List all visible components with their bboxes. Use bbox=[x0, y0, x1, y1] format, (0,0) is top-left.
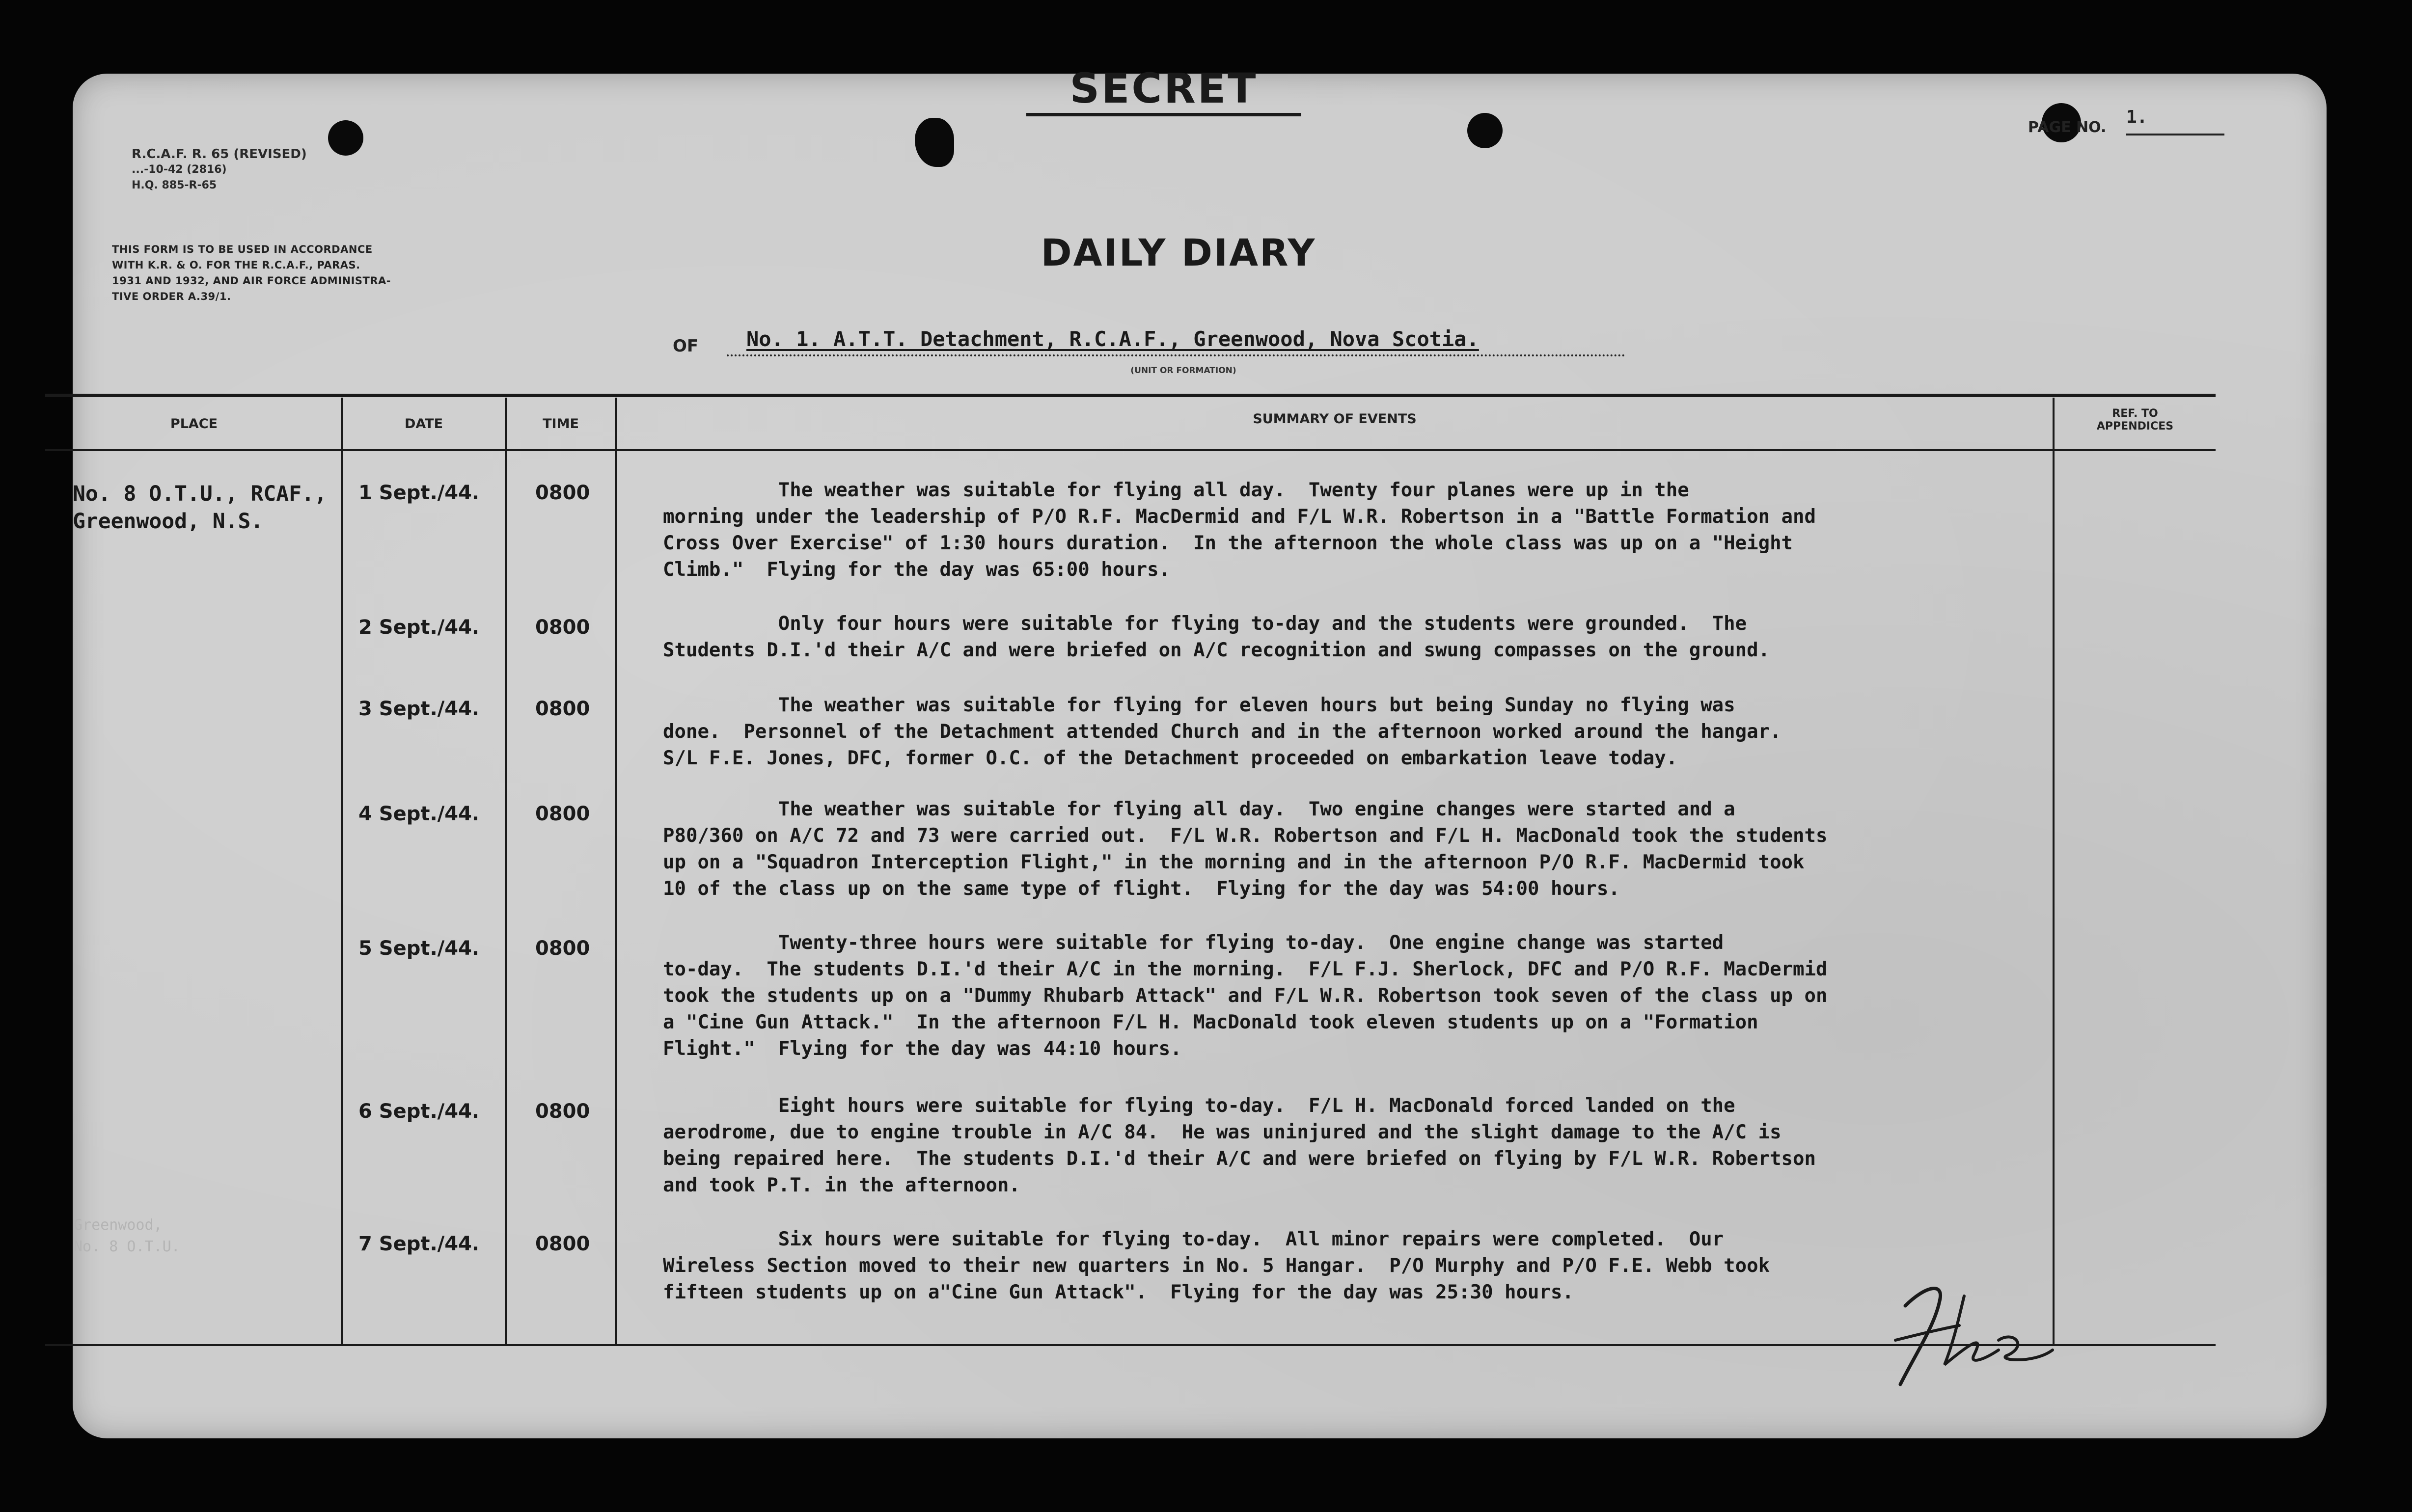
column-divider bbox=[615, 398, 617, 1345]
form-identifier bbox=[132, 146, 387, 193]
page-number-field bbox=[2028, 104, 2224, 138]
entry-summary: Six hours were suitable for flying to-day. All minor repairs were completed. Our Wireless Section moved to their new quarters in No. 5 Hangar. P/O Murphy and P/O F.E. Webb took fifteen students up on a"Cine Gun Attack". Flying for the day was 25:30 hours. bbox=[663, 1228, 1770, 1303]
column-header-summary: SUMMARY OF EVENTS bbox=[1253, 411, 1417, 427]
entry-summary: Eight hours were suitable for flying to-day. F/L H. MacDonald forced landed on the aerodrome, due to engine trouble in A/C 84. He was uninjured and the slight damage to the A/C is being repaired here. The students D.I.'d their A/C and were briefed on flying by F/L W.R. Robertson and took P.T. in the afternoon. bbox=[663, 1095, 1816, 1196]
entry-date: 5 Sept./44. bbox=[358, 937, 480, 960]
entry-date: 3 Sept./44. bbox=[358, 698, 480, 720]
of-label: OF bbox=[673, 336, 699, 356]
entry-time: 0800 bbox=[535, 803, 590, 825]
column-header-date: DATE bbox=[404, 416, 443, 432]
place-cell: No. 8 O.T.U., RCAF., Greenwood, N.S. bbox=[73, 482, 327, 534]
entry-date: 2 Sept./44. bbox=[358, 616, 480, 639]
column-header-ref bbox=[2055, 407, 2216, 433]
entry-summary: The weather was suitable for flying all day. Two engine changes were started and a P80/360 on A/C 72 and 73 were carried out. F/L W.R. Robertson and F/L H. MacDonald took the students up on a "Squadron Interception Flight," in the morning and in the afternoon P/O R.F. MacDermid took 10 of the class up on the same type of flight. Flying for the day was 54:00 hours. bbox=[663, 798, 1828, 900]
column-divider bbox=[505, 398, 507, 1345]
form-id-line: ...-10-42 (2816) bbox=[132, 163, 227, 176]
column-divider bbox=[341, 398, 343, 1345]
column-header-time: TIME bbox=[543, 416, 579, 432]
page-title: DAILY DIARY bbox=[1041, 231, 1316, 274]
form-id-line: H.Q. 885-R-65 bbox=[132, 179, 217, 191]
entry-date: 1 Sept./44. bbox=[358, 482, 480, 504]
form-note-line: THIS FORM IS TO BE USED IN ACCORDANCE bbox=[112, 243, 373, 255]
classification-heading: SECRET bbox=[1026, 64, 1301, 116]
punch-hole bbox=[1467, 113, 1503, 148]
ref-header-line: APPENDICES bbox=[2096, 420, 2174, 432]
entry-summary: Twenty-three hours were suitable for flying to-day. One engine change was started to-day. The students D.I.'d their A/C in the morning. F/L F.J. Sherlock, DFC and P/O R.F. MacDermid took the students up on a "Dummy Rhubarb Attack" and F/L W.R. Robertson took seven of the class up on a "Cine Gun Attack." In the afternoon F/L H. MacDonald took eleven students up on a "Formation Flight." Flying for the day was 44:10 hours. bbox=[663, 932, 1828, 1060]
form-id-line: R.C.A.F. R. 65 (REVISED) bbox=[132, 147, 307, 162]
form-note-line: TIVE ORDER A.39/1. bbox=[112, 291, 231, 302]
header-bottom-rule bbox=[45, 449, 2216, 451]
entry-time: 0800 bbox=[535, 482, 590, 504]
entry-time: 0800 bbox=[535, 698, 590, 720]
punch-hole bbox=[915, 118, 954, 167]
unit-name: No. 1. A.T.T. Detachment, R.C.A.F., Greenwood, Nova Scotia. bbox=[727, 324, 1625, 356]
entry-time: 0800 bbox=[535, 1100, 590, 1123]
entry-time: 0800 bbox=[535, 937, 590, 960]
table-top-rule bbox=[45, 394, 2216, 397]
entry-summary: Only four hours were suitable for flying to-day and the students were grounded. The Students D.I.'d their A/C and were briefed on A/C recognition and swung compasses on the ground. bbox=[663, 613, 1770, 661]
entry-time: 0800 bbox=[535, 616, 590, 639]
ghost-place-text: Greenwood, No. 8 O.T.U. bbox=[74, 1216, 180, 1255]
form-note-line: WITH K.R. & O. FOR THE R.C.A.F., PARAS. bbox=[112, 259, 360, 271]
entry-summary: The weather was suitable for flying all day. Twenty four planes were up in the morning under the leadership of P/O R.F. MacDermid and F/L W.R. Robertson in a "Battle Formation and Cross Over Exercise" of 1:30 hours duration. In the afternoon the whole class was up on a "Height Climb." Flying for the day was 65:00 hours. bbox=[663, 479, 1816, 581]
ref-header-line: REF. TO bbox=[2112, 407, 2158, 420]
entry-time: 0800 bbox=[535, 1233, 590, 1255]
form-usage-note bbox=[112, 242, 593, 304]
entry-date: 4 Sept./44. bbox=[358, 803, 480, 825]
page-number-label: PAGE NO. bbox=[2028, 119, 2107, 136]
entry-summary: The weather was suitable for flying for eleven hours but being Sunday no flying was done. Personnel of the Detachment attended Church and in the afternoon worked around the hangar. S/L F.E. Jones, DFC, former O.C. of the Detachment proceeded on embarkation leave today. bbox=[663, 694, 1782, 769]
form-note-line: 1931 AND 1932, AND AIR FORCE ADMINISTRA- bbox=[112, 275, 391, 287]
page-number-value: 1. bbox=[2126, 107, 2224, 135]
handwritten-initials-signature bbox=[1886, 1267, 2062, 1394]
entry-date: 7 Sept./44. bbox=[358, 1233, 480, 1255]
entry-date: 6 Sept./44. bbox=[358, 1100, 480, 1123]
unit-caption: (UNIT OR FORMATION) bbox=[1130, 366, 1236, 376]
column-header-place: PLACE bbox=[170, 416, 218, 432]
